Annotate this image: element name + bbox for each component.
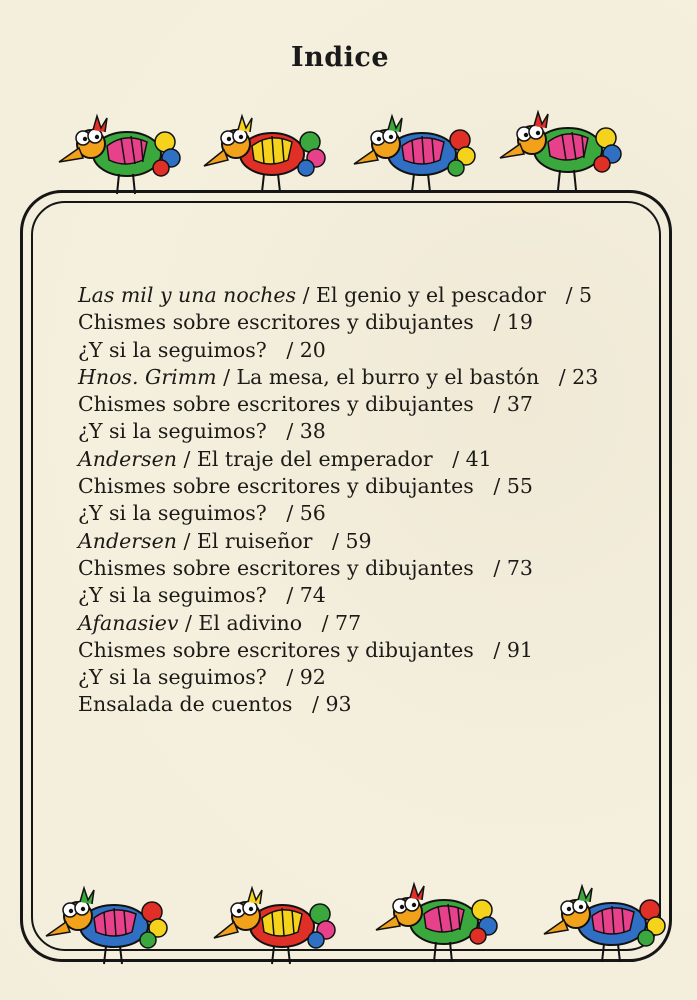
toc-entry-page: / 59 — [332, 528, 372, 553]
toc-entry-title: Chismes sobre escritores y dibujantes — [78, 310, 474, 335]
toc-entry-separator: / — [296, 283, 317, 307]
toc-entry-page: / 37 — [493, 392, 533, 417]
bird-illustration-icon — [350, 106, 482, 198]
toc-entry-title: ¿Y si la seguimos? — [78, 419, 267, 444]
toc-entry — [78, 418, 658, 445]
toc-entry-title: Chismes sobre escritores y dibujantes — [78, 555, 474, 580]
toc-entry — [78, 282, 658, 309]
toc-entry-page: / 41 — [452, 446, 492, 471]
bird-illustration-icon — [198, 106, 330, 198]
toc-entry-page: / 93 — [312, 692, 352, 717]
toc-entry-title: Ensalada de cuentos — [78, 692, 293, 717]
toc-entry-separator: / — [216, 364, 237, 389]
toc-entry-page: / 91 — [493, 637, 533, 662]
toc-entry-page: / 5 — [565, 283, 593, 307]
toc-entry-page: / 56 — [286, 501, 326, 526]
toc-entry-separator: / — [176, 446, 197, 471]
toc-entry — [78, 500, 658, 527]
toc-entry — [78, 691, 658, 718]
toc-entry-title: La mesa, el burro y el bastón — [236, 364, 540, 389]
toc-entry-title: Chismes sobre escritores y dibujantes — [78, 637, 474, 662]
toc-entry-page: / 55 — [493, 474, 533, 499]
toc-entry — [78, 337, 658, 364]
page-title: Indice — [290, 42, 389, 73]
toc-entry-page: / 20 — [286, 337, 326, 362]
toc-entry-page: / 74 — [286, 583, 326, 608]
toc-entry-separator: / — [176, 528, 197, 553]
toc-entry-author: Hnos. Grimm — [78, 364, 217, 389]
toc-entry-author: Las mil y una noches — [78, 283, 297, 307]
toc-entry-title: Chismes sobre escritores y dibujantes — [78, 474, 474, 499]
bird-illustration-icon — [372, 876, 504, 968]
toc-entry — [78, 637, 658, 664]
toc-entry-title: Chismes sobre escritores y dibujantes — [78, 392, 474, 417]
toc-entry-title: El traje del emperador — [196, 446, 433, 471]
toc-entry-title: ¿Y si la seguimos? — [78, 337, 267, 362]
toc-entry-page: / 77 — [321, 610, 362, 635]
toc-entry-separator: / — [178, 610, 199, 635]
toc-entry — [78, 446, 658, 473]
toc-entry — [78, 391, 658, 418]
toc-entry-title: El adivino — [198, 610, 303, 635]
toc-entry-page: / 92 — [286, 665, 326, 690]
bird-illustration-icon — [540, 876, 672, 968]
bird-illustration-icon — [208, 878, 340, 970]
toc-entry-page: / 19 — [493, 310, 533, 335]
toc-entry — [78, 473, 658, 500]
toc-entry-page: / 38 — [286, 419, 326, 444]
toc-entry-title: ¿Y si la seguimos? — [78, 501, 267, 526]
toc-entry — [78, 528, 658, 555]
toc-entry-author: Andersen — [78, 446, 177, 471]
toc-entry — [78, 582, 658, 609]
toc-entry-author: Andersen — [78, 528, 177, 553]
toc-entry — [78, 610, 658, 637]
toc-entry-page: / 23 — [558, 364, 599, 389]
toc-entry-author: Afanasiev — [78, 610, 179, 635]
toc-entry-title: El genio y el pescador — [316, 283, 546, 307]
toc-entry — [78, 555, 658, 582]
toc-entry-title: ¿Y si la seguimos? — [78, 665, 267, 690]
bird-illustration-icon — [496, 104, 628, 196]
bird-illustration-icon — [55, 108, 187, 200]
toc-entry-title: El ruiseñor — [196, 528, 313, 553]
toc-entry-title: ¿Y si la seguimos? — [78, 583, 267, 608]
bird-illustration-icon — [42, 878, 174, 970]
toc-entry — [78, 664, 658, 691]
table-of-contents — [78, 282, 658, 719]
toc-entry — [78, 364, 658, 391]
toc-entry — [78, 309, 658, 336]
toc-entry-page: / 73 — [493, 555, 533, 580]
